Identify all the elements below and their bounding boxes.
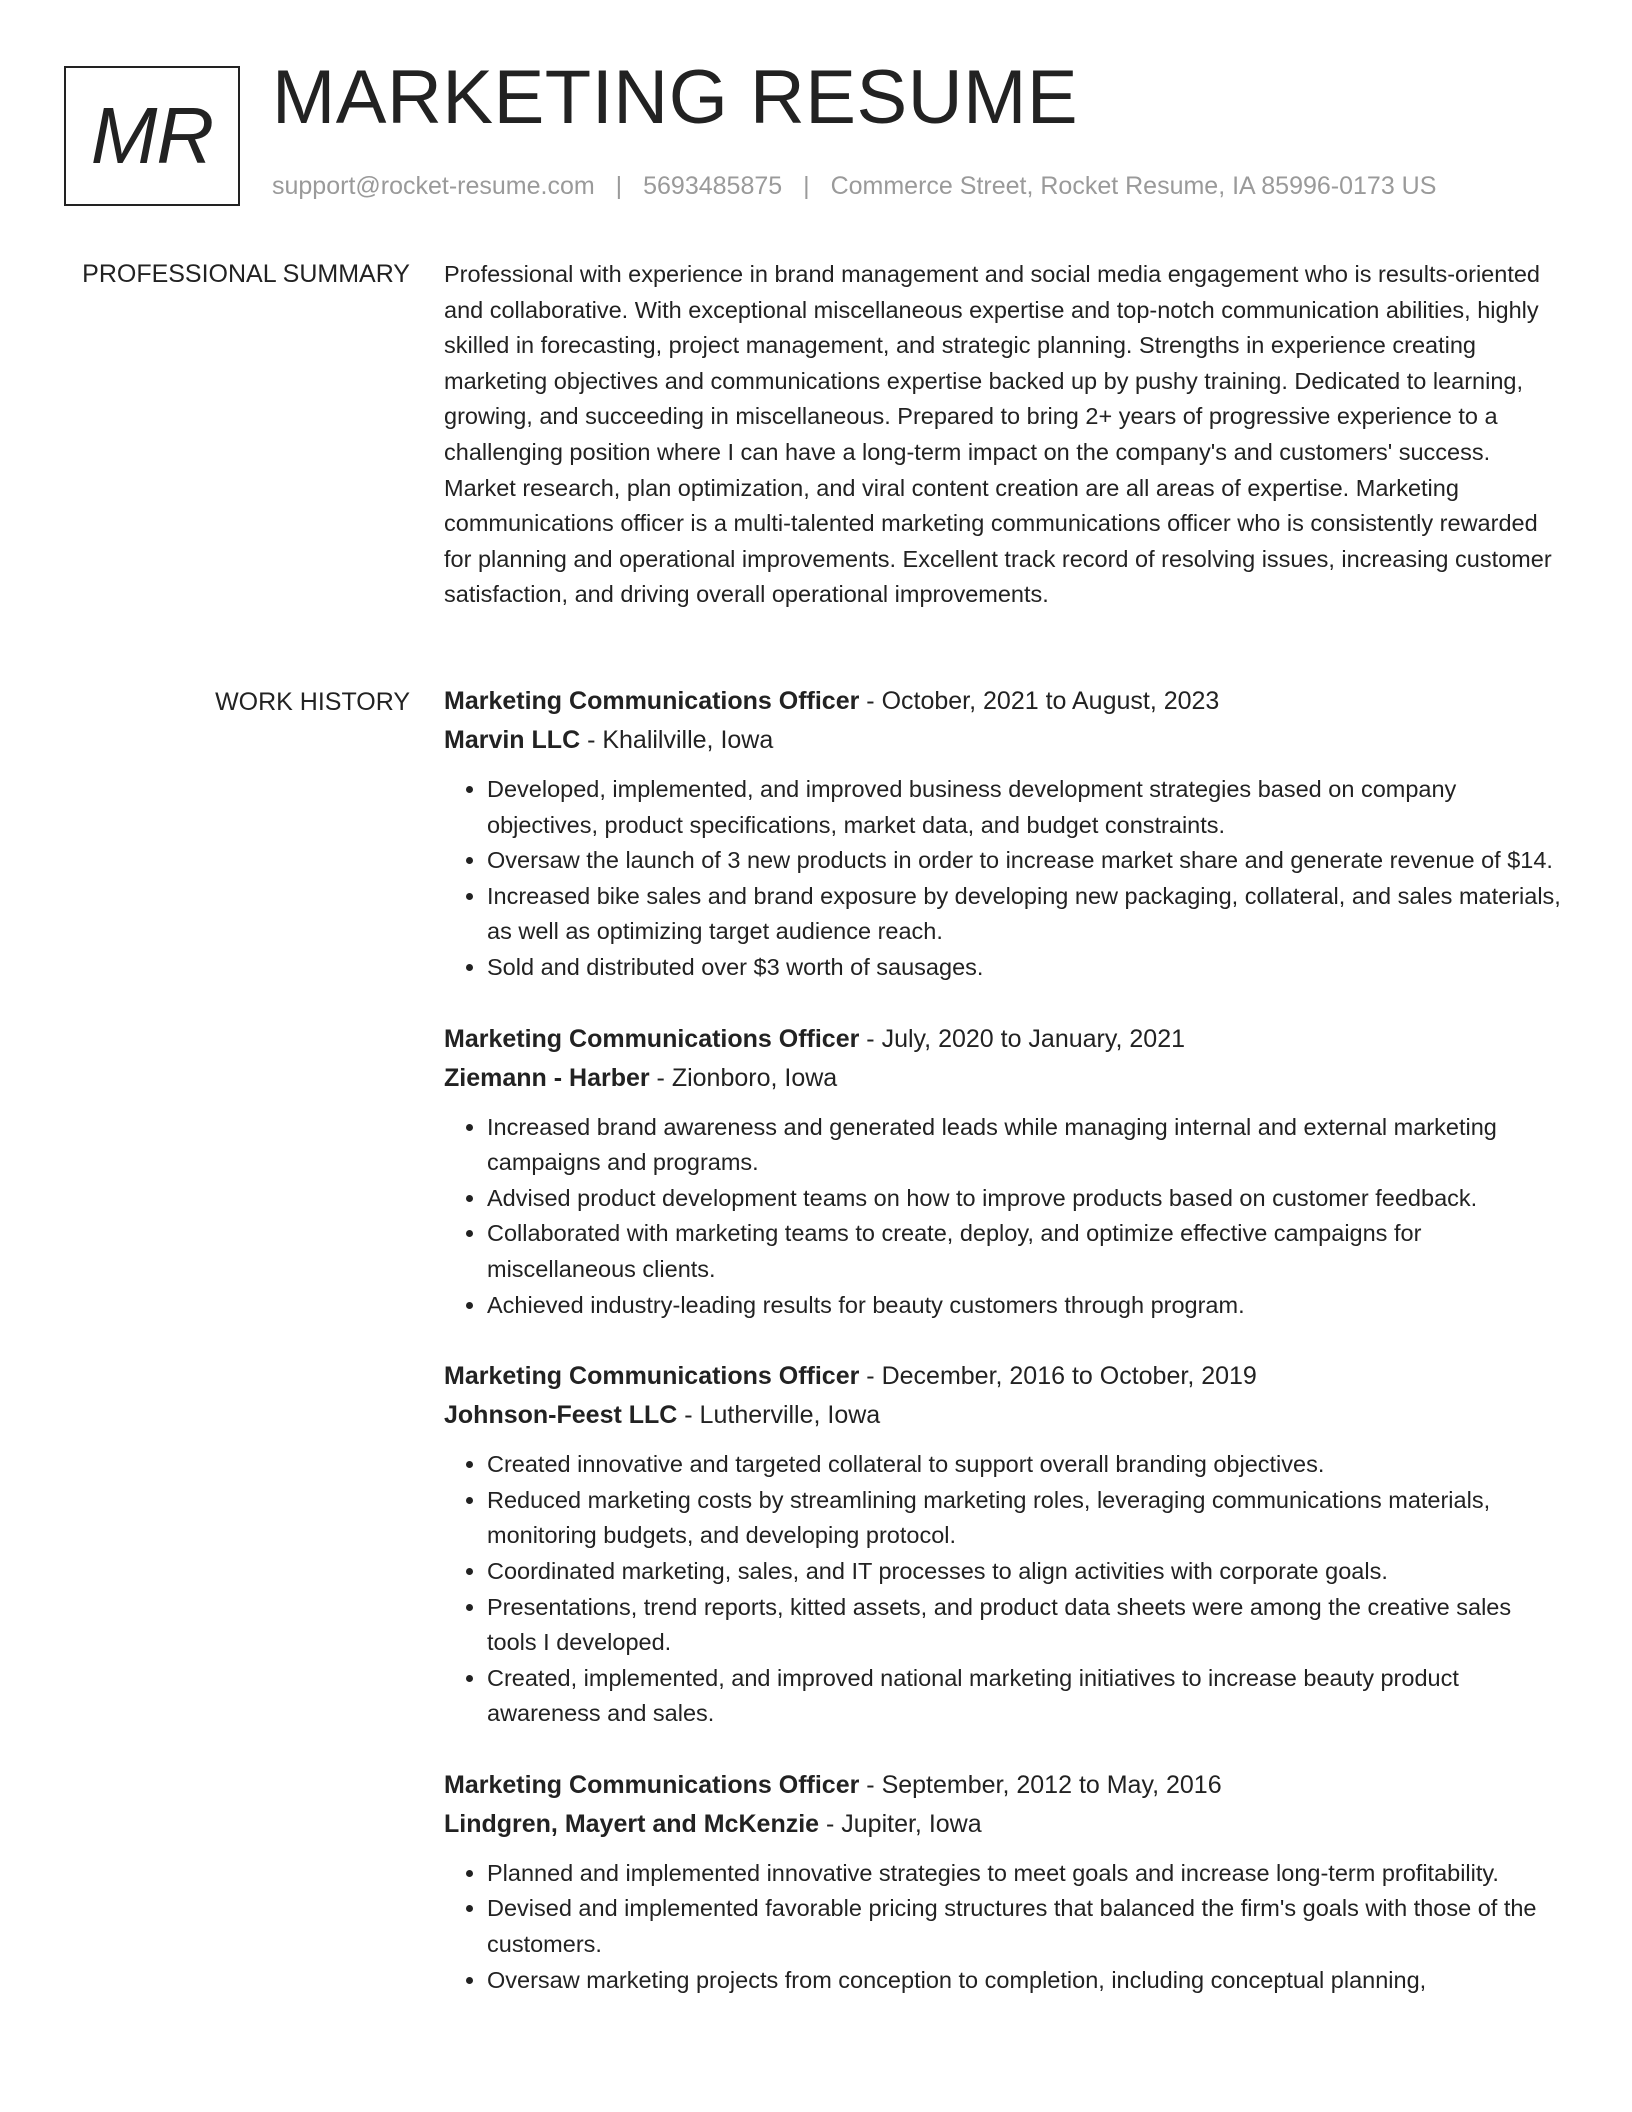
job-company: Marvin LLC xyxy=(444,726,581,754)
job-company-line xyxy=(444,1059,1564,1098)
job-bullet: • Created, implemented, and improved national marketing initiatives to increase beauty product awareness and sales. xyxy=(487,1661,1564,1732)
job-bullet: • Coordinated marketing, sales, and IT processes to align activities with corporate goals. xyxy=(487,1554,1564,1590)
job-location: - Zionboro, Iowa xyxy=(649,1063,838,1092)
job-location: - Khalilville, Iowa xyxy=(580,726,774,754)
monogram-logo: MR xyxy=(64,66,240,206)
job-dates: - September, 2012 to May, 2016 xyxy=(859,1770,1222,1799)
job-bullet: • Collaborated with marketing teams to create, deploy, and optimize effective campaigns for miscellaneous clients. xyxy=(487,1216,1564,1287)
job-entry xyxy=(444,1357,1564,1732)
job-title-line xyxy=(444,1766,1564,1805)
work-history-heading: WORK HISTORY xyxy=(215,688,410,716)
job-bullet: • Increased brand awareness and generated leads while managing internal and external marketing campaigns and programs. xyxy=(487,1110,1564,1181)
work-history-section xyxy=(444,682,1564,2032)
job-bullet: • Advised product development teams on how to improve products based on customer feedback. xyxy=(487,1181,1564,1217)
job-location: - Jupiter, Iowa xyxy=(819,1809,982,1838)
summary-section xyxy=(444,257,1564,613)
job-company-line xyxy=(444,1805,1564,1844)
job-company: Johnson-Feest LLC xyxy=(444,1401,678,1430)
contact-address: Commerce Street, Rocket Resume, IA 85996-0173 US xyxy=(830,172,1437,200)
contact-separator: | xyxy=(803,172,810,200)
job-company-line xyxy=(444,721,1564,760)
job-company: Ziemann - Harber xyxy=(444,1063,650,1092)
job-bullets xyxy=(444,772,1564,986)
contact-separator: | xyxy=(615,172,623,200)
job-bullet: • Oversaw marketing projects from conception to completion, including conceptual planning, xyxy=(487,1963,1564,1999)
job-bullet: • Planned and implemented innovative strategies to meet goals and increase long-term profitability. xyxy=(487,1856,1564,1892)
job-title: Marketing Communications Officer xyxy=(444,687,860,715)
job-bullet: • Achieved industry-leading results for beauty customers through program. xyxy=(487,1288,1564,1324)
job-entry xyxy=(444,1766,1564,1998)
job-bullet: • Created innovative and targeted collateral to support overall branding objectives. xyxy=(487,1447,1564,1483)
job-dates: - July, 2020 to January, 2021 xyxy=(859,1024,1186,1053)
job-title: Marketing Communications Officer xyxy=(444,1362,860,1391)
job-bullets xyxy=(444,1447,1564,1732)
job-company: Lindgren, Mayert and McKenzie xyxy=(444,1809,820,1838)
job-entry xyxy=(444,682,1564,986)
job-bullet: • Reduced marketing costs by streamlining marketing roles, leveraging communications materials, monitoring budgets, and developing protocol. xyxy=(487,1483,1564,1554)
job-title-line xyxy=(444,1357,1564,1396)
job-title-line xyxy=(444,1020,1564,1059)
job-bullet: • Devised and implemented favorable pricing structures that balanced the firm's goals with those of the customers. xyxy=(487,1891,1564,1962)
job-company-line xyxy=(444,1396,1564,1435)
job-title: Marketing Communications Officer xyxy=(444,1770,860,1799)
job-bullets xyxy=(444,1856,1564,1998)
job-bullet: • Oversaw the launch of 3 new products in order to increase market share and generate revenue of $14. xyxy=(487,843,1564,879)
summary-text: Professional with experience in brand management and social media engagement who is results-oriented and collaborative. With exceptional miscellaneous expertise and top-notch communication abilities, highly skilled in forecasting, project management, and strategic planning. Strengths in experience creating marketing objectives and communications expertise backed up by pushy training. Dedicated to learning, growing, and succeeding in miscellaneous. Prepared to bring 2+ years of progressive experience to a challenging position where I can have a long-term impact on the company's and customers' success. Market research, plan optimization, and viral content creation are all areas of expertise. Marketing communications officer is a multi-talented marketing communications officer who is consistently rewarded for planning and operational improvements. Excellent track record of resolving issues, increasing customer satisfaction, and driving overall operational improvements. xyxy=(444,261,1552,608)
job-bullet: • Developed, implemented, and improved business development strategies based on company objectives, product specifications, market data, and budget constraints. xyxy=(487,772,1564,843)
job-bullet: • Increased bike sales and brand exposure by developing new packaging, collateral, and sales materials, as well as optimizing target audience reach. xyxy=(487,879,1564,950)
summary-heading: PROFESSIONAL SUMMARY xyxy=(82,260,410,288)
job-dates: - October, 2021 to August, 2023 xyxy=(859,687,1220,715)
job-title: Marketing Communications Officer xyxy=(444,1024,860,1053)
contact-line xyxy=(272,172,1436,201)
job-location: - Lutherville, Iowa xyxy=(677,1401,881,1430)
contact-email: support@rocket-resume.com xyxy=(272,172,595,200)
job-bullet: • Sold and distributed over $3 worth of sausages. xyxy=(487,950,1564,986)
resume-name: MARKETING RESUME xyxy=(272,55,1079,140)
job-bullet: • Presentations, trend reports, kitted assets, and product data sheets were among the creative sales tools I developed. xyxy=(487,1590,1564,1661)
job-bullets xyxy=(444,1110,1564,1324)
job-entry xyxy=(444,1020,1564,1324)
contact-phone: 5693485875 xyxy=(643,172,783,200)
job-dates: - December, 2016 to October, 2019 xyxy=(859,1362,1257,1391)
job-title-line xyxy=(444,682,1564,721)
